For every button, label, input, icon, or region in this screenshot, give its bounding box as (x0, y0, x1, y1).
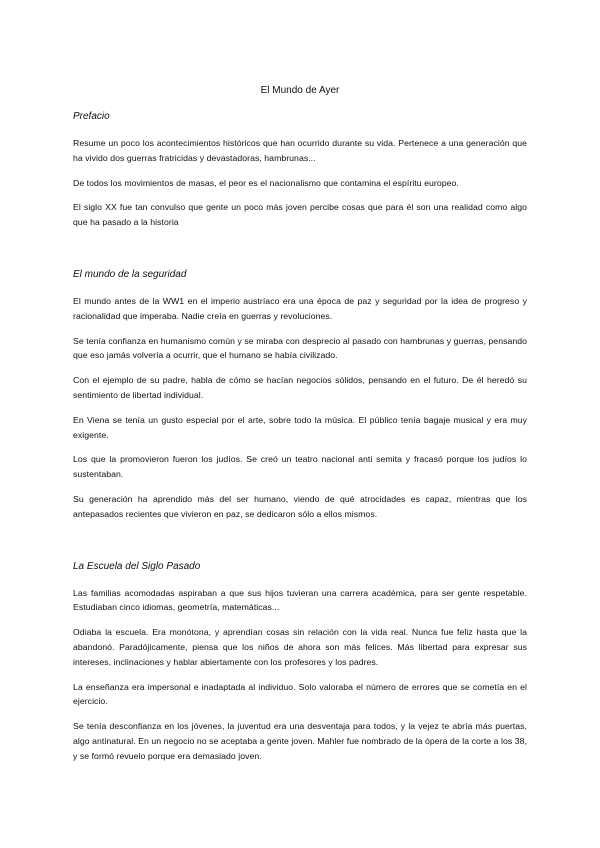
section-mundo-seguridad (73, 268, 527, 522)
section-heading: La Escuela del Siglo Pasado (73, 560, 201, 572)
section-prefacio (73, 110, 527, 230)
document-title: El Mundo de Ayer (260, 85, 340, 96)
paragraph: Se tenía confianza en humanismo común y se miraba con desprecio al pasado con hambrunas y guerras, pensando que eso jamás volvería a ocurrir, que el humano se había civilizado. (73, 335, 527, 361)
paragraph: Las familias acomodadas aspiraban a que sus hijos tuvieran una carrera académica, para ser gente respetable. Estudiaban cinco idiomas, geometría, matemáticas... (73, 587, 527, 613)
paragraph: El siglo XX fue tan convulso que gente un poco más joven percibe cosas que para él son una realidad como algo que ha pasado a la historia (73, 202, 527, 228)
paragraph: Su generación ha aprendido más del ser humano, viendo de qué atrocidades es capaz, mientras que los antepasados recientes que vivieron en paz, se dedicaron sólo a ellos mismos. (73, 493, 527, 519)
paragraph: Los que la promovieron fueron los judíos. Se creó un teatro nacional anti semita y fracasó porque los judíos lo sustentaban. (73, 454, 527, 480)
paragraph: En Viena se tenía un gusto especial por el arte, sobre todo la música. El público tenía bagaje musical y era muy exigente. (73, 414, 527, 440)
paragraph: La enseñanza era impersonal e inadaptada al individuo. Solo valoraba el número de errores que se cometía en el ejercicio. (73, 681, 527, 707)
document-body (73, 110, 527, 764)
paragraph: De todos los movimientos de masas, el peor es el nacionalismo que contamina el espíritu europeo. (73, 177, 459, 188)
paragraph: Resume un poco los acontecimientos históricos que han ocurrido durante su vida. Pertenece a una generación que ha vivido dos guerras fratricidas y devastadoras, hambrunas... (73, 138, 527, 163)
section-heading: El mundo de la seguridad (73, 268, 187, 280)
paragraph: Se tenía desconfianza en los jóvenes, la juventud era una desventaja para todos, y la vejez te abría más puertas, algo antinatural. En un negocio no se aceptaba a gente joven. Mahler fue nombrado de la ópera de la corte a los 38, y se formó revuelo porque era demasiado joven. (73, 721, 527, 761)
section-heading: Prefacio (73, 111, 110, 122)
section-escuela-siglo-pasado (73, 560, 527, 764)
paragraph: Con el ejemplo de su padre, habla de cómo se hacían negocios sólidos, pensando en el futuro. De él heredó su sentimiento de libertad individual. (73, 375, 527, 400)
paragraph: Odiaba la escuela. Era monótona, y aprendían cosas sin relación con la vida real. Nunca fue feliz hasta que la abandonó. Paradójicamente, piensa que los niños de ahora son más felices. Más libertad para expresar sus intereses, inclinaciones y hablar abiertamente con los profesores y los padres. (73, 627, 527, 667)
paragraph: El mundo antes de la WW1 en el imperio austríaco era una época de paz y seguridad por la idea de progreso y racionalidad que imperaba. Nadie creía en guerras y revoluciones. (73, 295, 527, 321)
